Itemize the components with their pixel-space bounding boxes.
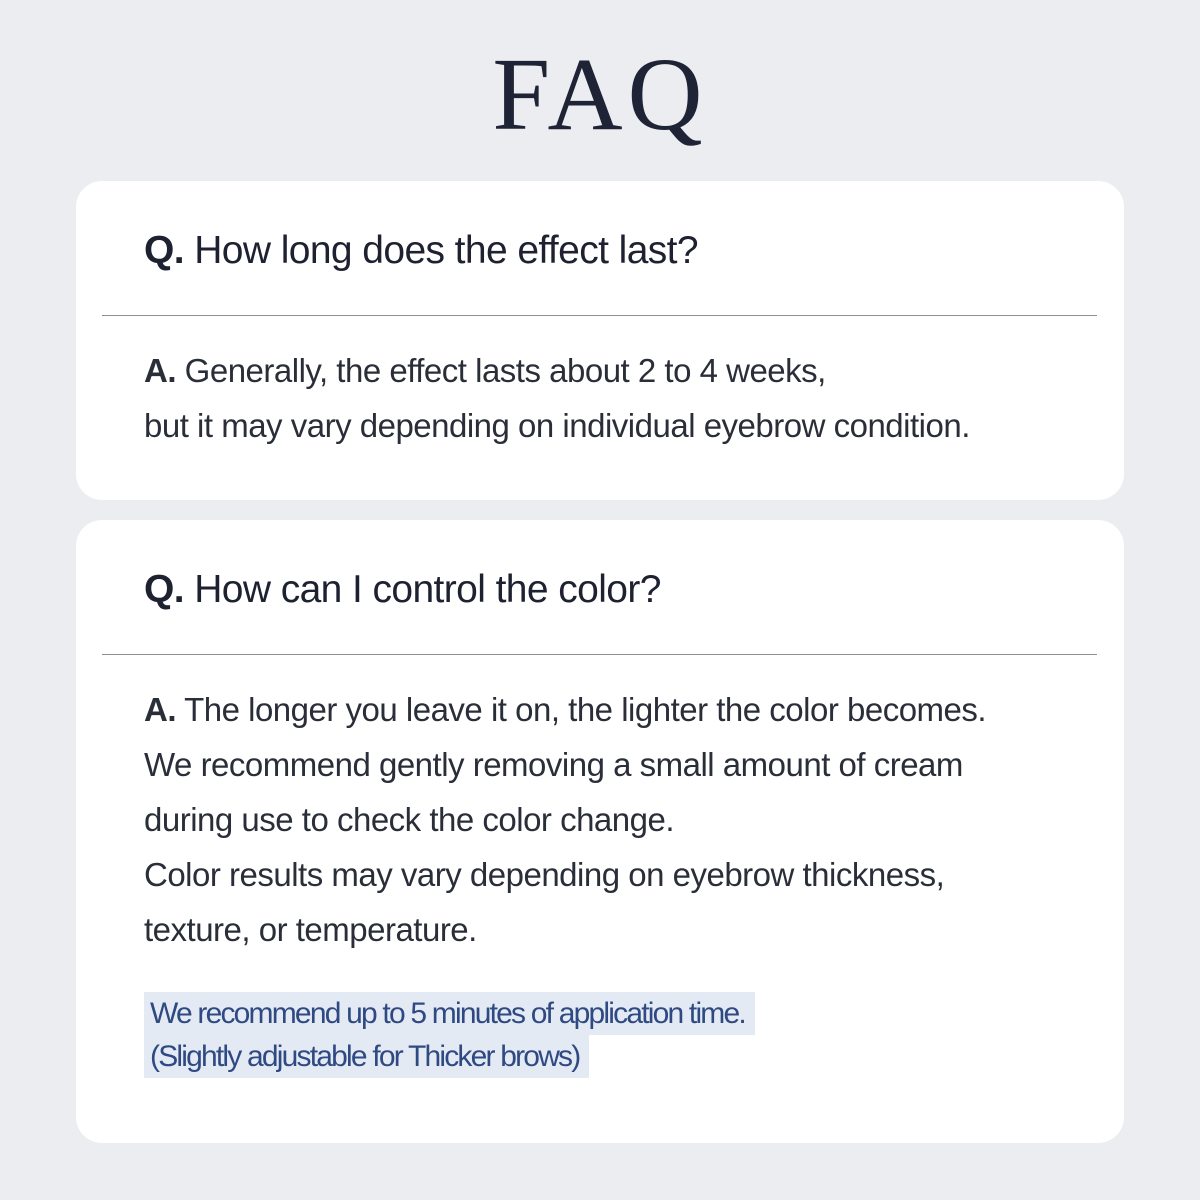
- answer-line: Color results may vary depending on eyebrow thickness,: [144, 856, 945, 893]
- faq-answer: [144, 343, 970, 453]
- answer-line: but it may vary depending on individual eyebrow condition.: [144, 407, 970, 444]
- faq-question: [144, 221, 698, 281]
- faq-card: [76, 520, 1124, 1143]
- answer-text: Generally, the effect lasts about 2 to 4 weeks,: [184, 352, 826, 389]
- answer-prefix: A.: [144, 352, 176, 389]
- question-prefix: Q.: [144, 229, 184, 272]
- answer-line: texture, or temperature.: [144, 911, 477, 948]
- faq-question: [144, 560, 661, 620]
- answer-line: We recommend gently removing a small amount of cream: [144, 746, 963, 783]
- answer-prefix: A.: [144, 691, 176, 728]
- answer-line: during use to check the color change.: [144, 801, 675, 838]
- note-line: We recommend up to 5 minutes of application time.: [144, 992, 755, 1035]
- page-title: FAQ: [492, 37, 708, 152]
- question-text: How can I control the color?: [194, 568, 661, 611]
- divider: [102, 654, 1097, 655]
- note-line: (Slightly adjustable for Thicker brows): [144, 1035, 589, 1078]
- faq-card: [76, 181, 1124, 500]
- question-prefix: Q.: [144, 568, 184, 611]
- answer-text: The longer you leave it on, the lighter the color becomes.: [184, 691, 987, 728]
- divider: [102, 315, 1097, 316]
- highlight-note: [144, 992, 755, 1078]
- answer-line: [144, 343, 970, 398]
- faq-answer: [144, 682, 986, 957]
- answer-line: [144, 682, 986, 737]
- question-text: How long does the effect last?: [194, 229, 699, 272]
